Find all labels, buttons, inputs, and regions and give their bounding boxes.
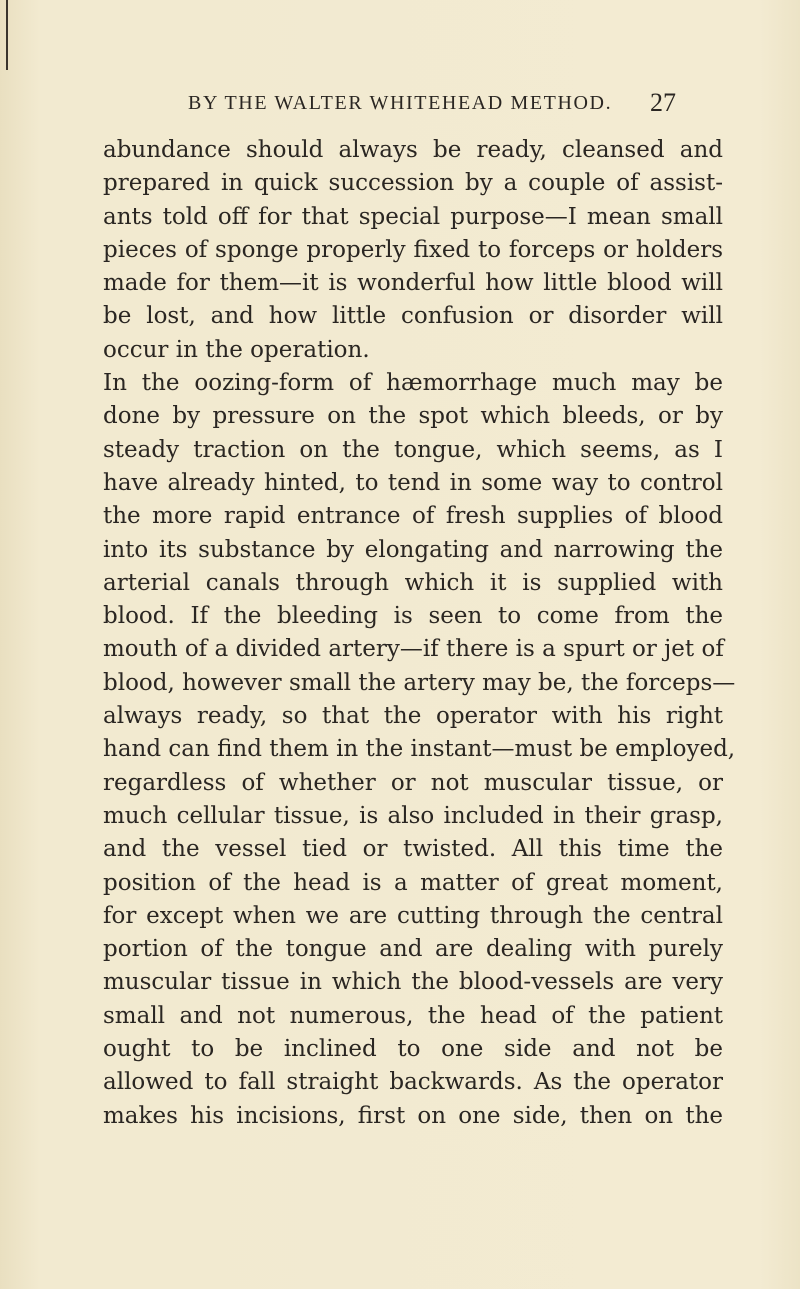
text-line: and the vessel tied or twisted. All this time the [103, 836, 723, 863]
text-line: makes his incisions, first on one side, then on the [103, 1102, 723, 1129]
text-line: blood. If the bleeding is seen to come from the [103, 603, 723, 630]
text-line: for except when we are cutting through the central [103, 902, 723, 929]
text-line: done by pressure on the spot which bleeds, or by [103, 403, 723, 430]
text-line: abundance should always be ready, cleansed and [103, 137, 723, 163]
text-line: allowed to fall straight backwards. As the operator [103, 1069, 723, 1096]
text-line: position of the head is a matter of great moment, [103, 869, 723, 896]
text-line: muscular tissue in which the blood-vessels are very [103, 969, 723, 996]
text-line: portion of the tongue and are dealing with purely [103, 936, 723, 963]
text-line: pieces of sponge properly fixed to forceps or holders [103, 236, 723, 263]
text-line: the more rapid entrance of fresh supplies of blood [103, 503, 723, 530]
text-line: regardless of whether or not muscular tissue, or [103, 769, 723, 796]
text-line: blood, however small the artery may be, the forceps— [103, 669, 736, 696]
text-line: mouth of a divided artery—if there is a spurt or jet of [103, 636, 724, 663]
text-line: be lost, and how little confusion or disorder will [103, 303, 723, 330]
text-line: ought to be inclined to one side and not be [103, 1036, 723, 1063]
text-line: steady traction on the tongue, which seems, as I [103, 436, 723, 463]
text-line: small and not numerous, the head of the patient [103, 1002, 723, 1029]
text-line: ants told off for that special purpose—I mean small [103, 203, 723, 230]
text-line: made for them—it is wonderful how little blood will [103, 270, 723, 297]
text-line: into its substance by elongating and narrowing the [103, 536, 723, 563]
page-edge-shadow [6, 0, 8, 70]
text-line: In the oozing-form of hæmorrhage much may be [103, 370, 723, 397]
text-line: much cellular tissue, is also included in their grasp, [103, 802, 723, 829]
body-text [103, 134, 736, 1133]
running-head-title: BY THE WALTER WHITEHEAD METHOD. [188, 92, 613, 114]
text-line: prepared in quick succession by a couple of assist- [103, 170, 723, 197]
text-line: arterial canals through which it is supplied with [103, 569, 723, 596]
text-line: occur in the operation. [103, 336, 370, 363]
text-line: hand can find them in the instant—must be employed, [103, 736, 736, 763]
text-line: always ready, so that the operator with his right [103, 703, 723, 730]
page-number: 27 [650, 88, 676, 117]
text-line: have already hinted, to tend in some way to control [103, 469, 723, 496]
running-head [188, 88, 708, 120]
